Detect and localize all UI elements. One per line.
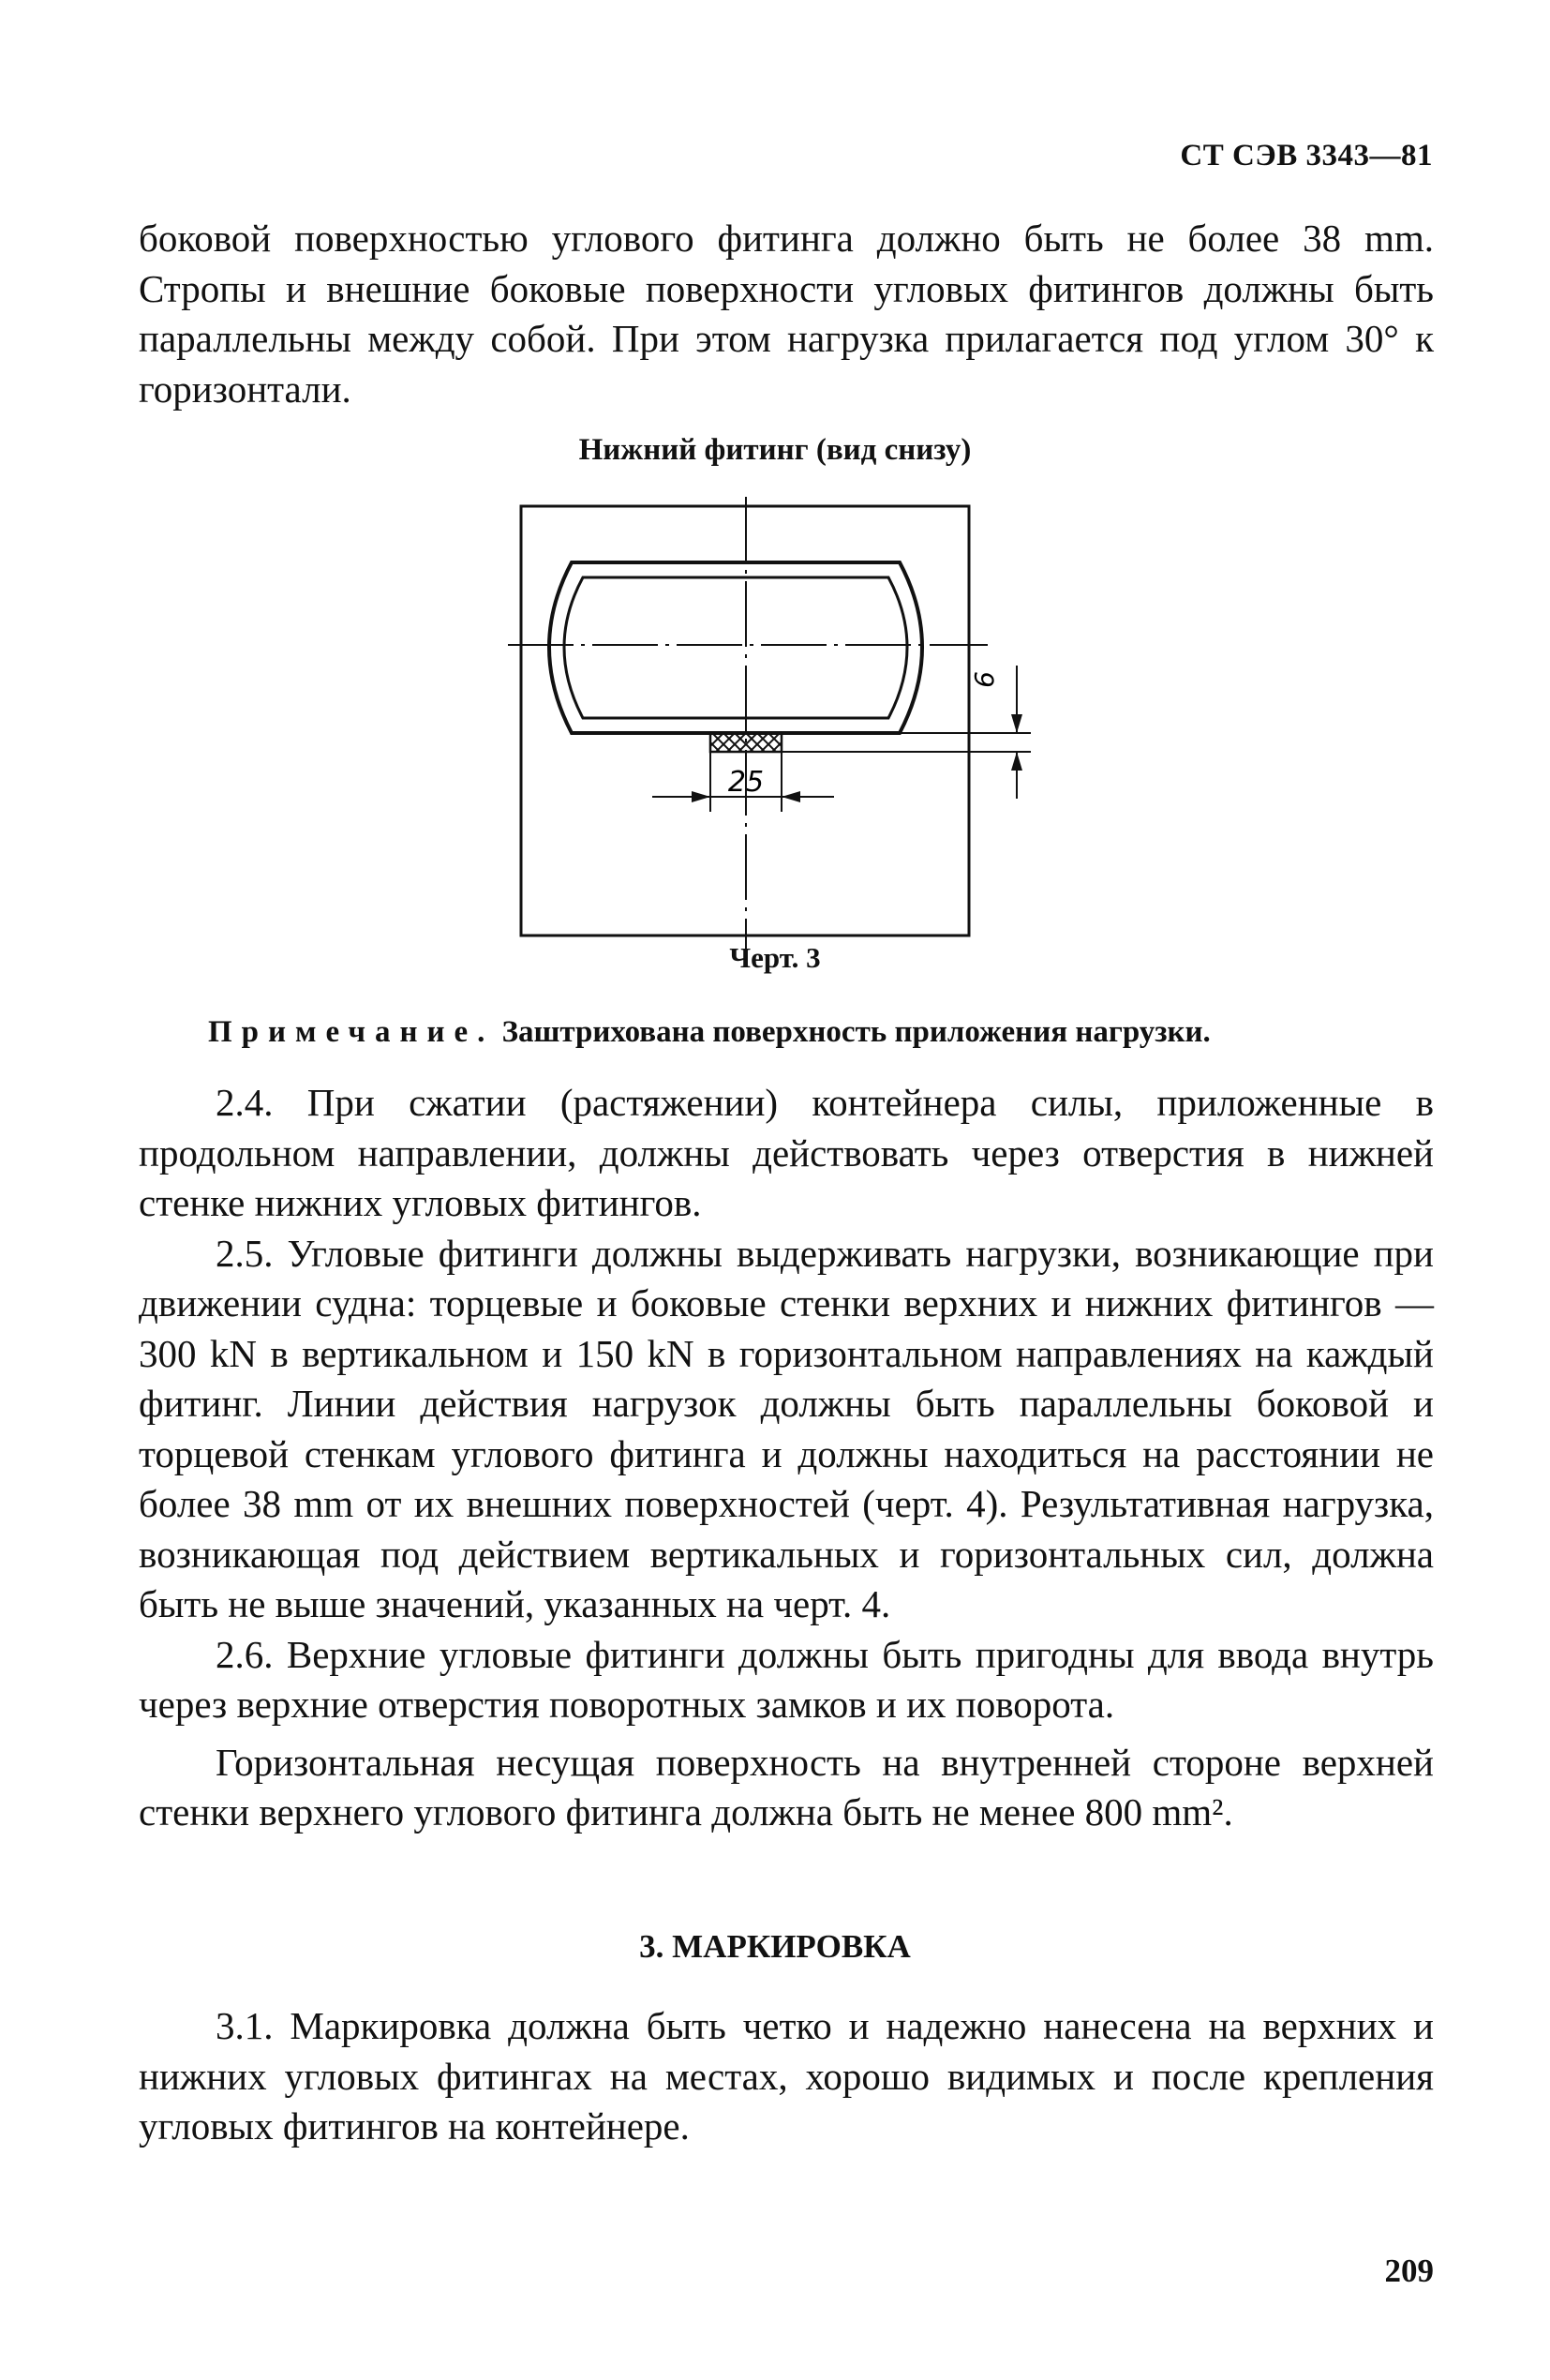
intro-paragraph — [139, 214, 1434, 414]
arrow-down-icon — [1011, 714, 1022, 733]
dimension-25-label: 25 — [727, 766, 765, 799]
slot-outer-outline — [549, 562, 922, 733]
intro-paragraph-text: боковой поверхностью углового фитинга должно быть не более 38 mm. Стропы и внешние боковые поверхности угловых фитингов должны быть параллельны между собой. При этом нагрузка прилагается под углом 30° к горизонтали. — [139, 217, 1434, 411]
paragraph-horizontal-surface: Горизонтальная несущая поверхность на внутренней стороне верхней стенки верхнего углового фитинга должна быть не менее 800 mm². — [139, 1740, 1434, 1834]
slot-inner-outline — [564, 577, 907, 718]
hatched-load-surface — [710, 733, 782, 752]
figure-title: Нижний фитинг (вид снизу) — [578, 433, 972, 467]
paragraph-3-1: 3.1. Маркировка должна быть четко и надежно нанесена на верхних и нижних угловых фитингах на местах, хорошо видимых и после крепления угловых фитингов на контейнере. — [139, 2004, 1434, 2148]
main-paragraphs — [139, 1078, 1434, 1838]
paragraph-2-5: 2.5. Угловые фитинги должны выдерживать нагрузки, возникающие при движении судна: торцевые и боковые стенки верхних и нижних фитингов — 300 kN в вертикальном и 150 kN в горизонтальном направлениях на каждый фитинг. Линии действия нагрузок должны быть параллельны боковой и торцевой стенкам углового фитинга и должны находиться на расстоянии не более 38 mm от их внешних поверхностей (черт. 4). Результативная нагрузка, возникающая под действием вертикальных и горизонтальных сил, должна быть не выше значений, указанных на черт. 4. — [139, 1231, 1434, 1625]
note — [208, 1015, 1211, 1050]
note-label: Примечание. — [208, 1015, 495, 1049]
arrow-up-icon — [1011, 752, 1022, 771]
page-number: 209 — [1384, 2253, 1434, 2289]
arrow-right-icon — [692, 791, 710, 802]
document-code-header: СТ СЭВ 3343—81 — [1180, 139, 1433, 172]
note-text: Заштрихована поверхность приложения нагрузки. — [494, 1015, 1211, 1049]
section-title: 3. МАРКИРОВКА — [639, 1928, 911, 1965]
paragraph-2-6: 2.6. Верхние угловые фитинги должны быть пригодны для ввода внутрь через верхние отверстия поворотных замков и их поворота. — [139, 1632, 1434, 1726]
figure-caption: Черт. 3 — [729, 941, 821, 974]
arrow-left-icon — [782, 791, 800, 802]
fitting-drawing — [487, 497, 1050, 956]
dimension-6-label: 6 — [969, 671, 1000, 688]
paragraph-2-4: 2.4. При сжатии (растяжении) контейнера силы, приложенные в продольном направлении, должны действовать через отверстия в нижней стенке нижних угловых фитингов. — [139, 1081, 1434, 1224]
marking-paragraph — [139, 2001, 1434, 2152]
